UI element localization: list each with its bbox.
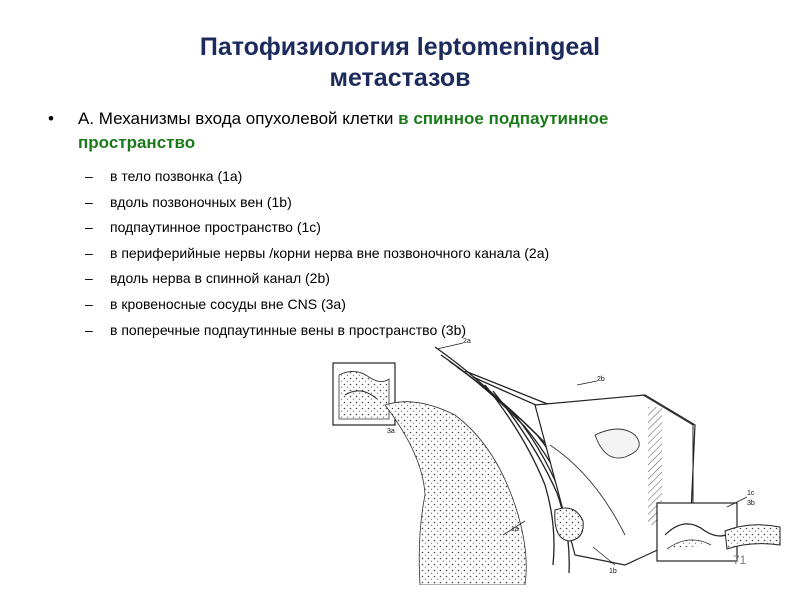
sub-bullet-text: в поперечные подпаутинные вены в пространство (3b) [110, 321, 467, 338]
dash-marker: – [85, 295, 93, 312]
title-line-2: метастазов [329, 64, 471, 92]
dash-marker: – [85, 193, 93, 210]
page-number: 71 [733, 553, 747, 567]
sub-bullet-text: в кровеносные сосуды вне CNS (3a) [110, 295, 346, 312]
label-2b: 2b [597, 376, 605, 383]
main-bullet-plain: А. Механизмы входа опухолевой клетки [78, 109, 399, 128]
sub-bullet-item [85, 266, 725, 292]
sub-bullet-text: вдоль позвоночных вен (1b) [110, 193, 292, 210]
sub-bullet-item [85, 164, 725, 190]
anatomy-illustration [325, 335, 785, 585]
title-line-1: Патофизиология leptomeningeal [199, 33, 601, 61]
label-1a: 1a [511, 526, 519, 533]
sub-bullet-list [85, 164, 725, 343]
sub-bullet-item [85, 190, 725, 216]
dash-marker: – [85, 219, 93, 236]
vertebral-tissue [385, 402, 526, 585]
sub-bullet-text: вдоль нерва в спинной канал (2b) [110, 270, 330, 287]
sub-bullet-text: подпаутинное пространство (1c) [110, 219, 321, 236]
nerve-root-right [725, 525, 780, 549]
dash-marker: – [85, 168, 93, 184]
label-1b: 1b [609, 568, 617, 575]
sub-bullet-text: в тело позвонка (1a) [110, 168, 243, 184]
sub-bullet-item [85, 241, 725, 267]
dash-marker: – [85, 244, 93, 261]
label-1c: 1c [747, 490, 755, 497]
sub-bullet-item [85, 215, 725, 241]
main-bullet-text [78, 107, 658, 155]
label-3b: 3b [747, 500, 755, 507]
slide-title [0, 32, 800, 94]
dash-marker: – [85, 321, 93, 338]
dash-marker: – [85, 270, 93, 287]
main-bullet-highlight: в спинное подпаутинное пространство [78, 109, 609, 152]
inset-3a [333, 363, 395, 425]
bullet-marker: • [48, 109, 54, 128]
label-2a: 2a [463, 338, 471, 345]
sub-bullet-text: в периферийные нервы /корни нерва вне позвоночного канала (2a) [110, 244, 550, 261]
sub-bullet-item [85, 292, 725, 318]
label-3a: 3a [387, 428, 395, 435]
